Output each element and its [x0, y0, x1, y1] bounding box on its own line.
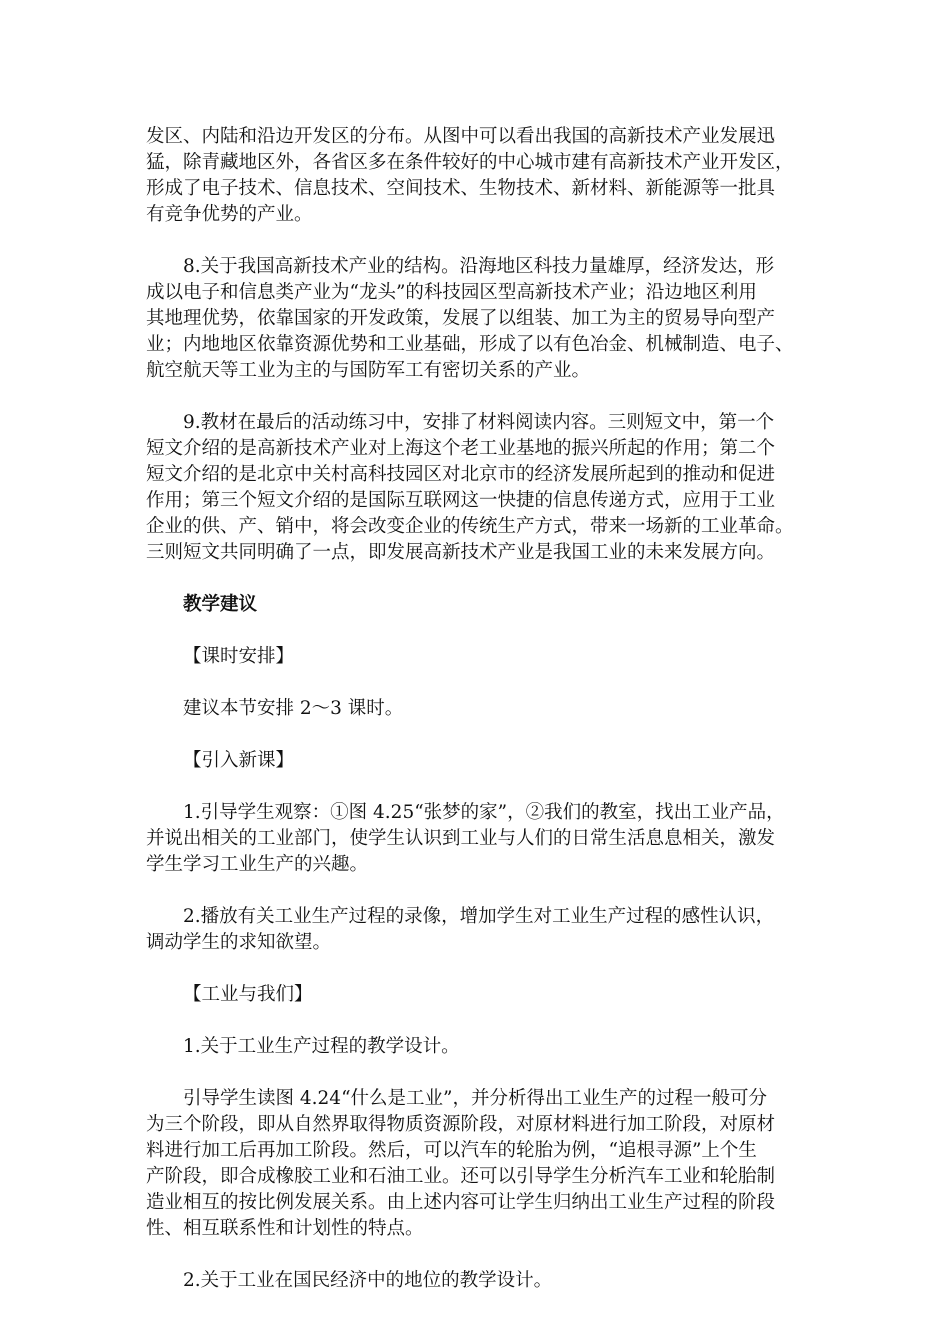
- text-line: 企业的供、产、销中，将会改变企业的传统生产方式，带来一场新的工业革命。: [146, 516, 794, 537]
- text-line: 性、相互联系性和计划性的特点。: [146, 1218, 424, 1239]
- text-line: 学生学习工业生产的兴趣。: [146, 854, 369, 875]
- text-line: 有竞争优势的产业。: [146, 204, 313, 225]
- text-line: 料进行加工后再加工阶段。然后，可以汽车的轮胎为例，“追根寻源”上个生: [146, 1140, 757, 1161]
- text-line: 作用；第三个短文介绍的是国际互联网这一快捷的信息传递方式，应用于工业: [146, 490, 776, 511]
- subsection-heading-schedule: 【课时安排】: [183, 646, 295, 667]
- paragraph-hitech-distribution: [146, 124, 811, 228]
- text-line: 成以电子和信息类产业为“龙头”的科技园区型高新技术产业；沿边地区利用: [146, 282, 757, 303]
- text-line: 其地理优势，依靠国家的开发政策，发展了以组装、加工为主的贸易导向型产: [146, 308, 776, 329]
- paragraph-intro-1: [146, 800, 811, 878]
- text-line: 1.引导学生观察：①图 4.25“张梦的家”，②我们的教室，找出工业产品，: [183, 802, 785, 823]
- text-line: 8.关于我国高新技术产业的结构。沿海地区科技力量雄厚，经济发达，形: [183, 256, 775, 277]
- text-line: 形成了电子技术、信息技术、空间技术、生物技术、新材料、新能源等一批具: [146, 178, 776, 199]
- section-heading-teaching-advice: 教学建议: [183, 594, 258, 615]
- text-line: 短文介绍的是北京中关村高科技园区对北京市的经济发展所起到的推动和促进: [146, 464, 776, 485]
- text-line: 并说出相关的工业部门，使学生认识到工业与人们的日常生活息息相关，激发: [146, 828, 776, 849]
- text-line: 2.播放有关工业生产过程的录像，增加学生对工业生产过程的感性认识，: [183, 906, 775, 927]
- text-line: 为三个阶段，即从自然界取得物质资源阶段，对原材料进行加工阶段，对原材: [146, 1114, 776, 1135]
- paragraph-industry-1-title: 1.关于工业生产过程的教学设计。: [183, 1036, 460, 1057]
- text-line: 短文介绍的是高新技术产业对上海这个老工业基地的振兴所起的作用；第二个: [146, 438, 776, 459]
- paragraph-intro-2: [146, 904, 811, 956]
- document-page: [146, 124, 811, 1320]
- text-line: 猛，除青藏地区外，各省区多在条件较好的中心城市建有高新技术产业开发区，: [146, 152, 794, 173]
- text-line: 调动学生的求知欲望。: [146, 932, 332, 953]
- paragraph-industry-2-title: 2.关于工业在国民经济中的地位的教学设计。: [183, 1270, 553, 1291]
- paragraph-schedule: 建议本节安排 2～3 课时。: [183, 698, 404, 719]
- text-line: 业；内地地区依靠资源优势和工业基础，形成了以有色冶金、机械制造、电子、: [146, 334, 794, 355]
- paragraph-item-9: [146, 410, 811, 566]
- text-line: 产阶段，即合成橡胶工业和石油工业。还可以引导学生分析汽车工业和轮胎制: [146, 1166, 776, 1187]
- paragraph-industry-1-body: [146, 1086, 811, 1242]
- subsection-heading-industry-and-us: 【工业与我们】: [183, 984, 313, 1005]
- text-line: 造业相互的按比例发展关系。由上述内容可让学生归纳出工业生产过程的阶段: [146, 1192, 776, 1213]
- text-line: 发区、内陆和沿边开发区的分布。从图中可以看出我国的高新技术产业发展迅: [146, 126, 776, 147]
- subsection-heading-intro: 【引入新课】: [183, 750, 295, 771]
- text-line: 三则短文共同明确了一点，即发展高新技术产业是我国工业的未来发展方向。: [146, 542, 776, 563]
- text-line: 航空航天等工业为主的与国防军工有密切关系的产业。: [146, 360, 591, 381]
- text-line: 引导学生读图 4.24“什么是工业”，并分析得出工业生产的过程一般可分: [183, 1088, 767, 1109]
- text-line: 9.教材在最后的活动练习中，安排了材料阅读内容。三则短文中，第一个: [183, 412, 775, 433]
- paragraph-item-8: [146, 254, 811, 384]
